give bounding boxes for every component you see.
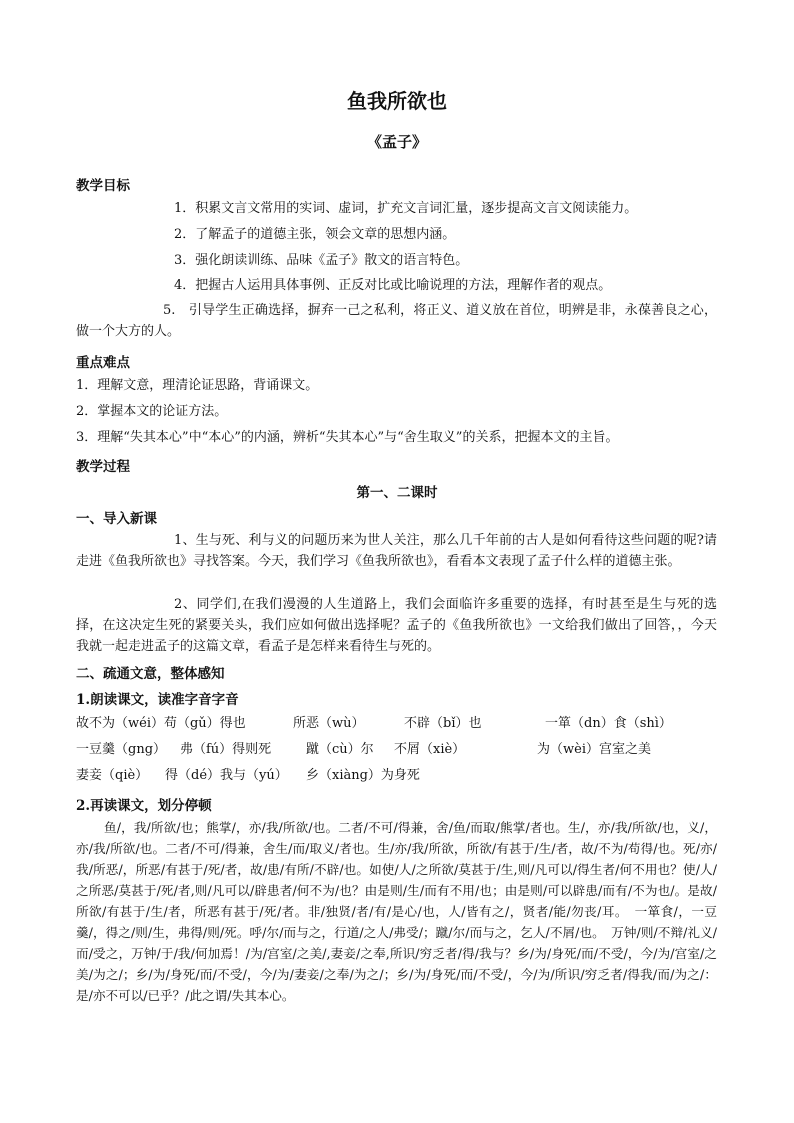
process-heading: 教学过程	[76, 459, 130, 475]
key-point-item: 1．理解文意，理清论证思路，背诵课文。	[76, 378, 319, 393]
pinyin-item: 乡（xiàng）为身死	[306, 768, 420, 783]
pinyin-item: 妻妾（qiè）	[76, 768, 149, 783]
goal-item: 5. 引导学生正确选择，摒弃一己之私利，将正义、道义放在首位，明辨是非，永葆善良之心，做一个大方的人。	[76, 303, 717, 339]
reading-subheading: 1.朗读课文，读准字音字音	[76, 692, 239, 708]
intro-paragraph-2: 2、同学们,在我们漫漫的人生道路上，我们会面临许多重要的选择，有时甚至是生与死的选择，在这决定生死的紧要关头，我们应如何做出选择呢？孟子的《鱼我所欲也》一文给我们做出了回答，，今天我就一起走进孟子的这篇文章，看孟子是怎样来看待生与死的。	[76, 597, 717, 654]
pinyin-item: 所恶（wù）	[293, 716, 365, 731]
pinyin-item: 不辟（bǐ）也	[404, 716, 482, 731]
goal-item: 2．了解孟子的道德主张，领会文章的思想内涵。	[174, 227, 456, 242]
intro-paragraph-1: 1、生与死、利与义的问题历来为世人关注，那么几千年前的古人是如何看待这些问题的呢?请走进《鱼我所欲也》寻找答案。今天，我们学习《鱼我所欲也》，看看本文表现了孟子什么样的道德主张。	[76, 533, 717, 569]
document-subtitle: 《孟子》	[366, 133, 427, 151]
pinyin-item: 一箪（dn）食（shì）	[545, 716, 672, 731]
pinyin-item: 为（wèi）宫室之美	[537, 742, 651, 757]
pinyin-item: 弗（fú）得则死	[180, 742, 272, 757]
goal-item: 3．强化朗读训练、品味《孟子》散文的语言特色。	[174, 253, 469, 268]
part1-heading: 一、导入新课	[76, 511, 157, 527]
pinyin-item: 故不为（wéi）苟（gǔ）得也	[76, 716, 246, 731]
key-points-heading: 重点难点	[76, 355, 130, 371]
key-point-item: 3．理解“失其本心”中“本心”的内涵，辨析“失其本心”与“舍生取义”的关系，把握本文的主旨。	[76, 430, 619, 445]
pinyin-item: 蹴（cù）尔	[306, 742, 374, 757]
period-heading: 第一、二课时	[356, 485, 438, 501]
goals-heading: 教学目标	[76, 178, 130, 194]
goal-item: 4．把握古人运用具体事例、正反对比或比喻说理的方法，理解作者的观点。	[174, 278, 612, 293]
pause-subheading: 2.再读课文，划分停顿	[76, 798, 212, 814]
pinyin-item: 得（dé）我与（yú）	[165, 768, 288, 783]
pause-text-paragraph: 鱼/，我/所欲/也；熊掌/，亦/我/所欲/也。二者/不可/得兼，舍/鱼/而取/熊掌/者也。生/，亦/我/所欲/也，义/，亦/我/所欲/也。二者/不可/得兼，舍生/而/取义/者也。生/亦/我/所欲，所欲/有甚于/生/者，故/不为/苟得/也。死/亦/我/所恶/，所恶/有甚于/死/者，故/患/有所/不辟/也。如使/人/之所欲/莫甚于/生,则/凡可以/得生者/何不用也？使/人/之所恶/莫甚于/死/者,则/凡可以/辟患者/何不为/也？由是则/生/而有不用/也；由是则/可以辟患/而有/不为也/。是故/所欲/有甚于/生/者，所恶有甚于/死/者。非/独贤/者/有/是心/也，人/皆有之/，贤者/能/勿丧/耳。 一箪食/，一豆羹/，得之/则/生，弗得/则/死。呼/尔/而与之，行道/之人/弗受/；蹴/尔/而与之，乞人/不屑/也。 万钟/则/不辩/礼义/而/受之，万钟/于/我/何加焉！/为/宫室/之美/,妻妾/之奉,所识/穷乏者/得/我与？乡/为/身死/而/不受/，今/为/宫室/之美/为之/；乡/为/身死/而/不受/，今/为/妻妾/之奉/为之/；乡/为/身死/而/不受/，今/为/所识/穷乏者/得我/而/为之/：是/亦不可以/已乎？/此之谓/失其本心。	[76, 820, 717, 1003]
pinyin-item: 不屑（xiè）	[394, 742, 466, 757]
pinyin-item: 一豆羹（gng）	[76, 742, 167, 757]
part2-heading: 二、疏通文意，整体感知	[76, 666, 225, 682]
key-point-item: 2．掌握本文的论证方法。	[76, 404, 228, 419]
goal-item: 1．积累文言文常用的实词、虚词，扩充文言词汇量，逐步提高文言文阅读能力。	[174, 201, 638, 216]
document-title: 鱼我所欲也	[347, 89, 447, 113]
